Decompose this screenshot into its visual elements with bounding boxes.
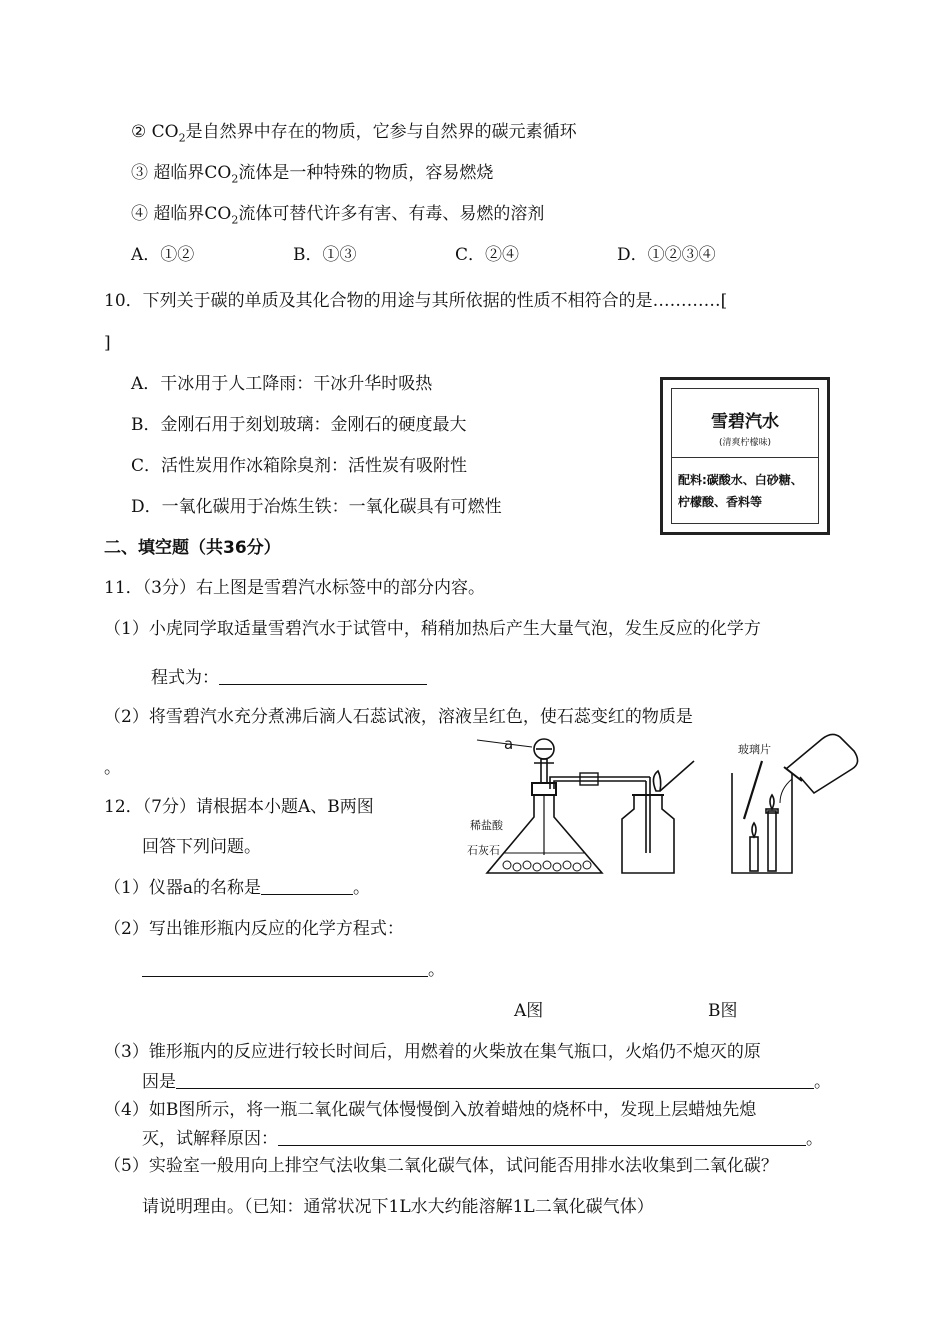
q10-stem: 10．下列关于碳的单质及其化合物的用途与其所依据的性质不相符合的是…………[: [104, 291, 728, 311]
q10-option-b: B．金刚石用于刻划玻璃：金刚石的硬度最大: [131, 415, 467, 435]
label-ingredients: 配料:碳酸水、白砂糖、柠檬酸、香料等: [678, 473, 803, 509]
answer-blank[interactable]: [219, 666, 427, 685]
q11-part2: （2）将雪碧汽水充分煮沸后滴人石蕊试液，溶液呈红色，使石蕊变红的物质是: [104, 707, 693, 727]
label-divider: [672, 457, 818, 458]
q12-part1: （1）仪器a的名称是 。: [104, 878, 370, 898]
flame: [653, 771, 660, 791]
q9-statement-4: ④ 超临界$CO_2$流体可替代许多有害、有毒、易燃的溶剂: [131, 204, 545, 227]
candle-lower: [750, 837, 758, 871]
q11-part1-answer: 程式为：: [151, 666, 427, 689]
q12-part4-answer: 灭，试解释原因： 。: [142, 1129, 823, 1149]
apparatus-figure: [462, 733, 872, 883]
burning-match: [660, 761, 694, 791]
answer-blank[interactable]: [261, 876, 353, 895]
co2-bottle: [786, 734, 858, 793]
q12-part5: （5）实验室一般用向上排空气法收集二氧化碳气体，试问能否用排水法收集到二氧化碳？: [104, 1156, 778, 1176]
q9-option-a: A．①②: [131, 245, 195, 265]
q11-stem: 11．（3分）右上图是雪碧汽水标签中的部分内容。: [104, 578, 485, 598]
q10-option-a: A．干冰用于人工降雨：干冰升华时吸热: [131, 374, 433, 394]
caption-b: B图: [708, 1001, 738, 1021]
q12-part2: （2）写出锥形瓶内反应的化学方程式：: [104, 919, 404, 939]
label-a: a: [504, 735, 514, 753]
beaker: [732, 773, 792, 873]
q12-stem: 12．（7分）请根据本小题A、B两图: [104, 797, 374, 817]
q12-stem-cont: 回答下列问题。: [142, 837, 261, 857]
q9-option-d: D．①②③④: [617, 245, 716, 265]
label-acid: 稀盐酸: [470, 819, 503, 832]
label-title: 雪碧汽水: [711, 412, 779, 432]
answer-blank[interactable]: [142, 958, 428, 977]
q10-bracket-close: ]: [104, 333, 111, 353]
gas-collection-bottle: [622, 795, 674, 873]
q11-part2-end: 。: [104, 758, 121, 778]
q12-part5-cont: 请说明理由。（已知：通常状况下1L水大约能溶解1L二氧化碳气体）: [142, 1197, 654, 1217]
section-heading: 二、填空题（共36分）: [104, 538, 281, 558]
delivery-tube: [550, 777, 650, 789]
stopper: [532, 783, 556, 795]
q12-part3: （3）锥形瓶内的反应进行较长时间后，用燃着的火柴放在集气瓶口，火焰仍不熄灭的原: [104, 1042, 761, 1062]
q9-statement-3: ③ 超临界$CO_2$流体是一种特殊的物质，容易燃烧: [131, 163, 494, 186]
q11-part1: （1）小虎同学取适量雪碧汽水于试管中，稍稍加热后产生大量气泡，发生反应的化学方: [104, 619, 761, 639]
caption-a: A图: [514, 1001, 544, 1021]
label-glass: 玻璃片: [738, 743, 771, 756]
answer-blank[interactable]: [278, 1127, 806, 1146]
q9-option-b: B．①③: [293, 245, 357, 265]
q10-option-d: D．一氧化碳用于冶炼生铁：一氧化碳具有可燃性: [131, 497, 502, 517]
q10-option-c: C．活性炭用作冰箱除臭剂：活性炭有吸附性: [131, 456, 468, 476]
answer-blank[interactable]: [176, 1070, 814, 1089]
candle-upper: [768, 811, 776, 871]
label-subtitle: (清爽柠檬味): [718, 438, 772, 448]
q12-part4: （4）如B图所示，将一瓶二氧化碳气体慢慢倒入放着蜡烛的烧杯中，发现上层蜡烛先熄: [104, 1100, 757, 1120]
limestone-pieces: [503, 861, 591, 871]
q9-option-c: C．②④: [455, 245, 520, 265]
sprite-label-image: [660, 377, 830, 535]
glass-plate: [744, 761, 762, 819]
q12-part3-answer: 因是 。: [142, 1072, 831, 1092]
label-limestone: 石灰石: [467, 844, 500, 857]
q12-part2-answer: 。: [142, 958, 445, 981]
q9-statement-2: ② $CO_2$是自然界中存在的物质，它参与自然界的碳元素循环: [131, 122, 577, 145]
